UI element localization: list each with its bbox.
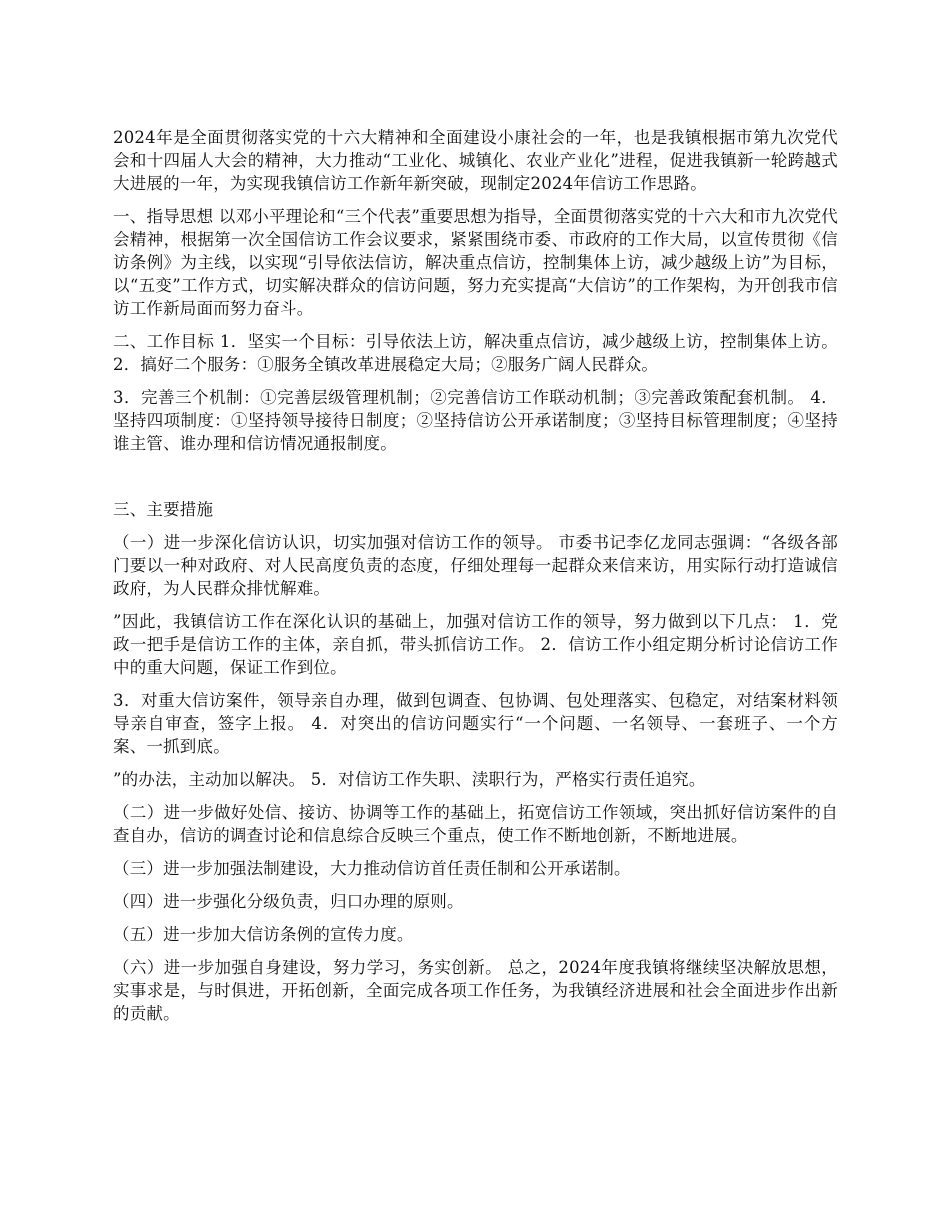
- intro-paragraph: 2024年是全面贯彻落实党的十六大精神和全面建设小康社会的一年，也是我镇根据市第九次党代会和十四届人大会的精神，大力推动“工业化、城镇化、农业产业化”进程，促进我镇新一轮跨越式大进展的一年，为实现我镇信访工作新年新突破，现制定2024年信访工作思路。: [113, 128, 838, 193]
- main-measures-heading: 三、主要措施: [113, 500, 214, 519]
- mechanisms-paragraph: 3．完善三个机制：①完善层级管理机制；②完善信访工作联动机制；③完善政策配套机制。 4．坚持四项制度：①坚持领导接待日制度；②坚持信访公开承诺制度；③坚持目标管理制度；④坚持谁主管、谁办理和信访情况通报制度。: [113, 388, 838, 453]
- guiding-ideology-paragraph: 一、指导思想 以邓小平理论和“三个代表”重要思想为指导，全面贯彻落实党的十六大和市九次党代会精神，根据第一次全国信访工作会议要求，紧紧围绕市委、市政府的工作大局，以宣传贯彻《信访条例》为主线，以实现“引导依法信访，解决重点信访，控制集体上访，减少越级上访”为目标，以“五变”工作方式，切实解决群众的信访问题，努力充实提高“大信访”的工作架构，为开创我市信访工作新局面而努力奋斗。: [113, 207, 838, 318]
- measure-2-paragraph: （二）进一步做好处信、接访、协调等工作的基础上，拓宽信访工作领域，突出抓好信访案件的自查自办，信访的调查讨论和信息综合反映三个重点，使工作不断地创新，不断地进展。: [113, 803, 838, 845]
- measure-3-paragraph: （三）进一步加强法制建设，大力推动信访首任责任制和公开承诺制。: [113, 859, 631, 878]
- measure-4-paragraph: （四）进一步强化分级负责，归口办理的原则。: [113, 892, 464, 911]
- measure-1-continued-paragraph: ”因此，我镇信访工作在深化认识的基础上，加强对信访工作的领导，努力做到以下几点： 1．党政一把手是信访工作的主体，亲自抓，带头抓信访工作。 2．信访工作小组定期分析讨论信访工作中的重大问题，保证工作到位。: [113, 612, 838, 677]
- document-body: [113, 126, 838, 1035]
- measure-1-final-paragraph: ”的办法，主动加以解决。 5．对信访工作失职、渎职行为，严格实行责任追究。: [113, 770, 706, 789]
- measure-5-paragraph: （五）进一步加大信访条例的宣传力度。: [113, 925, 414, 944]
- measure-6-paragraph: （六）进一步加强自身建设，努力学习，务实创新。 总之，2024年度我镇将继续坚决解放思想，实事求是，与时俱进，开拓创新，全面完成各项工作任务，为我镇经济进展和社会全面进步作出新的贡献。: [113, 958, 838, 1023]
- measure-1-items-paragraph: 3．对重大信访案件，领导亲自办理，做到包调查、包协调、包处理落实、包稳定，对结案材料领导亲自审查，签字上报。 4．对突出的信访问题实行“一个问题、一名领导、一套班子、一个方案、一抓到底。: [113, 691, 838, 756]
- work-goals-paragraph: 二、工作目标 1．坚实一个目标：引导依法上访，解决重点信访，减少越级上访，控制集体上访。 2．搞好二个服务：①服务全镇改革进展稳定大局；②服务广阔人民群众。: [113, 332, 838, 374]
- measure-1-paragraph: （一）进一步深化信访认识，切实加强对信访工作的领导。 市委书记李亿龙同志强调：“各级各部门要以一种对政府、对人民高度负责的态度，仔细处理每一起群众来信来访，用实际行动打造诚信政府，为人民群众排忧解难。: [113, 533, 838, 598]
